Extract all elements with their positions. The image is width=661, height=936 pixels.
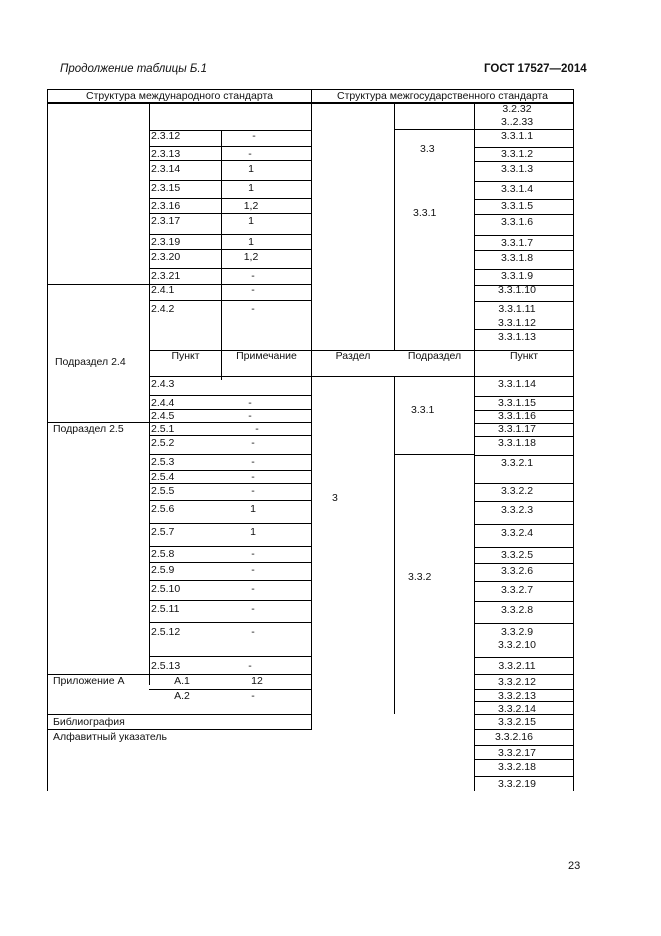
right-punkt: 3.3.1.7 [500,237,534,249]
cell-punkt: 2.4.3 [151,378,175,390]
right-punkt: 3.3.2.1 [500,457,534,469]
rule [474,581,574,582]
right-punkt: 3.2.32 [502,103,532,115]
right-punkt: 3.3.2.8 [500,604,534,616]
label-alphabetical-index: Алфавитный указатель [53,731,167,743]
rule [474,759,574,760]
rule [474,250,574,251]
cell-note: - [251,284,255,296]
cell-note: - [248,660,252,672]
rule [474,729,574,730]
rule [474,301,574,302]
cell-note: - [251,564,255,576]
cell-punkt: 2.5.7 [151,526,175,538]
cell-note: - [248,397,252,409]
cell-note: 12 [251,675,263,687]
right-punkt: 3.3.1.4 [500,183,534,195]
cell-note: - [251,690,255,702]
rule [474,623,574,624]
cell-note: 1 [248,182,254,194]
cell-punkt: 2.4.4 [151,397,175,409]
rule [149,376,574,377]
rule [474,674,574,675]
rule [474,214,574,215]
right-punkt: 3.3.2.19 [498,778,536,790]
right-punkt: 3.3.2.4 [500,527,534,539]
right-punkt: 3.3.1.2 [500,148,534,160]
rule [47,714,312,715]
standard-designation: ГОСТ 17527—2014 [484,63,587,75]
label-appendix-a: Приложение А [53,675,125,687]
rule [474,751,475,791]
right-punkt: 3.3.1.8 [500,252,534,264]
right-punkt: 3.3.1.1 [500,130,534,142]
cell-note: - [251,626,255,638]
rule [149,483,312,484]
subheader-punkt-right: Пункт [509,350,539,362]
cell-note: - [251,471,255,483]
right-punkt: 3.3.1.15 [498,397,536,409]
rule [394,454,475,455]
cell-punkt: 2.5.9 [151,564,175,576]
right-punkt: 3.3.2.18 [498,761,536,773]
rule [474,547,574,548]
rule [149,180,312,181]
cell-note: 1 [248,163,254,175]
right-punkt: 3.3.2.7 [500,584,534,596]
cell-note: - [251,583,255,595]
podrazdel-3-3-1-bottom: 3.3.1 [411,404,435,416]
right-punkt: 3.3.1.11 [498,303,536,315]
rule [474,601,574,602]
cell-note: 1 [248,236,254,248]
rule [149,622,312,623]
podrazdel-3-3-1-top: 3.3.1 [413,207,437,219]
rule [474,235,574,236]
cell-punkt: 2.3.21 [151,270,181,282]
right-punkt: 3.3.2.3 [500,504,534,516]
cell-punkt: 2.5.11 [151,603,180,615]
header-interstate: Структура межгосударственного стандарта [337,90,548,102]
right-punkt: 3.3.1.18 [498,437,536,449]
cell-punkt: А.2 [174,690,190,702]
cell-punkt: 2.5.10 [151,583,181,595]
cell-punkt: 2.3.17 [151,215,181,227]
razdel-3: 3 [332,492,338,504]
rule [149,268,312,269]
rule [149,580,312,581]
cell-note: 1 [248,215,254,227]
rule [149,300,312,301]
rule [474,745,574,746]
subheader-razdel: Раздел [335,350,371,362]
cell-punkt: 2.4.1 [151,284,175,296]
rule [474,776,574,777]
rule [149,435,312,436]
right-punkt: 3.3.2.9 [500,626,534,638]
subheader-podrazdel: Подраздел [407,350,462,362]
cell-punkt: 2.4.5 [151,410,175,422]
cell-note: - [251,303,255,315]
rule [149,213,312,214]
cell-punkt: 2.5.12 [151,626,181,638]
rule [474,524,574,525]
cell-note: - [251,485,255,497]
right-punkt: 3.3.2.14 [498,703,536,715]
cell-note: - [255,423,259,435]
subheader-note: Примечание [236,350,297,362]
cell-punkt: 2.5.1 [151,423,175,435]
right-punkt: 3.3.2.12 [498,676,536,688]
right-punkt: 3.3.2.17 [498,747,536,759]
cell-note: 1 [250,503,256,515]
right-punkt: 3.3.2.15 [498,716,536,728]
subheader-punkt: Пункт [171,350,200,362]
rule [474,329,574,330]
rule [47,729,312,730]
rule [149,546,312,547]
cell-punkt: 2.3.19 [151,236,181,248]
right-punkt: 3.3.1.16 [498,410,536,422]
cell-punkt: 2.5.13 [151,660,181,672]
rule [474,161,574,162]
right-punkt: 3.3.1.5 [500,200,534,212]
cell-note: - [251,270,255,282]
rule [149,523,312,524]
rule [149,395,312,396]
cell-punkt: 2.3.15 [151,182,181,194]
rule [394,377,395,714]
rule [149,500,312,501]
rule [149,454,312,455]
right-punkt: 3..2.33 [500,116,534,128]
cell-note: - [252,130,256,142]
cell-note: - [251,548,255,560]
right-punkt: 3.3.1.17 [498,423,536,435]
podrazdel-3-3: 3.3 [420,143,435,155]
right-punkt: 3.3.1.14 [498,378,536,390]
cell-note: - [251,456,255,468]
cell-punkt: 2.3.20 [151,251,181,263]
right-punkt: 3.3.2.5 [500,549,534,561]
right-punkt: 3.3.2.2 [500,485,534,497]
cell-punkt: 2.5.5 [151,485,175,497]
rule [394,129,475,130]
cell-note: 1,2 [243,200,259,212]
right-punkt: 3.3.1.13 [498,331,536,343]
right-punkt: 3.3.1.9 [500,270,534,282]
rule [474,455,574,456]
rule [474,657,574,658]
cell-punkt: А.1 [174,675,190,687]
cell-note: - [248,148,252,160]
rule [149,249,312,250]
right-punkt: 3.3.1.6 [500,216,534,228]
right-punkt: 3.3.2.10 [498,639,536,651]
rule [394,102,395,351]
cell-punkt: 2.5.2 [151,437,175,449]
rule [149,160,312,161]
rule [573,89,574,791]
cell-punkt: 2.5.3 [151,456,175,468]
cell-punkt: 2.5.6 [151,503,175,515]
cell-note: - [248,410,252,422]
cell-note: - [251,437,255,449]
right-punkt: 3.3.1.3 [500,163,534,175]
rule [149,600,312,601]
rule [149,562,312,563]
cell-punkt: 2.3.12 [151,130,181,142]
rule [149,102,150,685]
rule [149,198,312,199]
cell-punkt: 2.3.16 [151,200,181,212]
right-punkt: 3.3.1.12 [498,317,536,329]
header-international: Структура международного стандарта [86,90,273,102]
right-punkt: 3.3.1.10 [498,284,536,296]
label-bibliography: Библиография [53,716,125,728]
rule [474,501,574,502]
cell-note: - [251,603,255,615]
cell-punkt: 2.3.14 [151,163,181,175]
cell-note: 1,2 [243,251,259,263]
table-continuation-caption: Продолжение таблицы Б.1 [60,63,207,75]
right-punkt: 3.3.2.13 [498,690,536,702]
right-punkt: 3.3.2.6 [500,565,534,577]
cell-punkt: 2.5.8 [151,548,175,560]
right-punkt: 3.3.2.16 [495,731,533,743]
label-subsection-2-5: Подраздел 2.5 [53,423,124,435]
rule [474,483,574,484]
label-subsection-2-4: Подраздел 2.4 [55,356,126,368]
cell-punkt: 2.4.2 [151,303,175,315]
rule [47,89,48,791]
podrazdel-3-3-2: 3.3.2 [408,571,432,583]
right-punkt: 3.3.2.11 [498,660,536,672]
rule [149,656,312,657]
cell-punkt: 2.3.13 [151,148,181,160]
rule [149,234,312,235]
rule [474,563,574,564]
rule [149,146,312,147]
rule [474,181,574,182]
cell-punkt: 2.5.4 [151,471,175,483]
rule [47,284,150,285]
page-number: 23 [568,860,581,872]
cell-note: 1 [250,526,256,538]
